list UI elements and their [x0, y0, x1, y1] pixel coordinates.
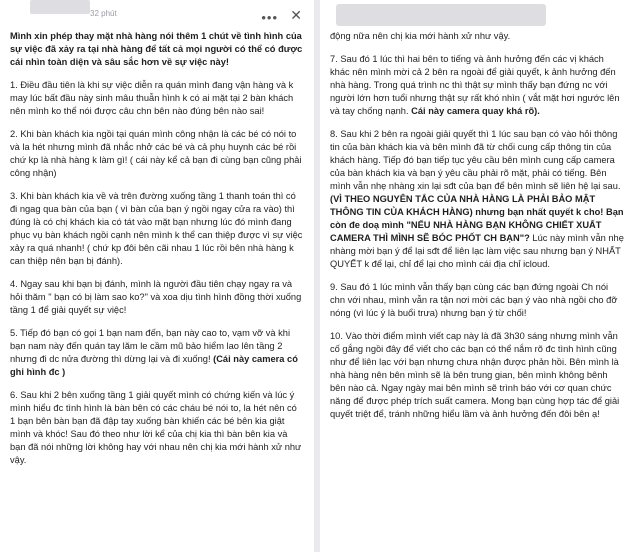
paragraph-continued: động nữa nên chị kia mới hành xử như vậy.: [330, 31, 511, 41]
paragraph-8-tail: Lúc này mình vẫn nhẹ nhàng mời bạn ý để lại sđt để liên lạc làm việc sau nhưng bạn ý NHẤT QUYẾT k để lại, chỉ để lại cho mình cái địa chỉ icloud.: [330, 233, 624, 269]
right-post-panel: [320, 0, 634, 552]
post-body-right: [320, 30, 634, 421]
paragraph-9: 9. Sau đó 1 lúc mình vẫn thấy bạn cùng các bạn đứng ngoài Ch nói chn với nhau, mình vẫn ra tận nơi mời các bạn ý vào nhà ngồi cho đỡ nóng (vì lúc ý là buổi trưa) nhưng bạn ý từ chối!: [330, 282, 618, 318]
paragraph-10: 10. Vào thời điểm mình viết cap này là đã 3h30 sáng nhưng mình vẫn cố gắng ngồi đây để viết cho các bạn có thể nắm rõ đc tình hình cũng như để liên lạc với bạn nhưng chưa nhận được phản hồi. Bên mình là nhà hàng nên bên mình sẽ là bên trung gian, bên mình không bênh bên nào cả. Ngay ngày mai bên mình sẽ trình báo với cơ quan chức năng để được phép trích suất camera. Mong bạn cùng hợp tác để giải quyết triệt để, tránh những hiểu lầm và ảnh hưởng đến đôi bên ạ!: [330, 331, 620, 419]
redacted-author: [30, 0, 90, 14]
paragraph-7-text: 7. Sau đó 1 lúc thì hai bên to tiếng và ảnh hưởng đến các vị khách khác nên mình mời cả 2 bên ra ngoài để giải quyết, k ảnh hưởng đến nhà hàng. Trong quá trình nc thì thật sự mình thấy bạn đứng nc với người lớn hơn tuổi nhưng thật sự rất khó nhìn ( vắt mặt hơi ngước lên và tay chống nạnh.: [330, 54, 620, 116]
post-header-right: [320, 0, 634, 30]
close-icon[interactable]: ✕: [290, 7, 302, 23]
paragraph-8: [330, 128, 624, 271]
paragraph-7-bold: Cái này camera quay khá rõ).: [411, 106, 540, 116]
post-timestamp: 32 phút: [90, 9, 117, 18]
paragraph-7: [330, 53, 624, 118]
post-body: [0, 26, 314, 467]
post-header: [0, 0, 314, 26]
left-post-panel: [0, 0, 314, 552]
post-intro: Mình xin phép thay mặt nhà hàng nói thêm 1 chút về tình hình của sự việc đã xảy ra tại nhà hàng để tất cả mọi người có thể có được cái nhìn toàn diện và sâu sắc hơn về sự việc này!: [10, 31, 303, 67]
more-options-icon[interactable]: •••: [261, 10, 278, 25]
paragraph-3: 3. Khi bàn khách kia về và trên đường xuống tầng 1 thanh toán thì có đi ngag qua bàn của bạn ( vì bàn của bạn ý ngồi ngay cửa ra vào) thì đúng là có chị khách kia có tát vào mặt bạn nhưng lúc đó mình đang phục vụ bàn khách ngồi cạnh nên mình k thể can thiệp được vì sự việc xảy ra quá nhanh! ( chứ kp đôi bên cãi nhau 1 lúc rồi bên nhà hàng k can thiệp nên bạn bị đánh).: [10, 191, 303, 266]
paragraph-5: [10, 327, 304, 379]
paragraph-6: 6. Sau khi 2 bên xuống tầng 1 giải quyết mình có chứng kiến và lúc ý mình hiểu đc tình hình là bàn bên có các cháu bé nói to, la hét nên có 1 bạn bên bàn bạn đã đập tay xuống bàn khiến các bé bên kia giật mình và khóc! Sau đó theo như lời kể của chị kia thì bàn bên kia và bạn đã nói những lời không hay với nhau nên chị kia mới hành xử như vậy.: [10, 390, 302, 465]
paragraph-1: 1. Điều đầu tiên là khi sự việc diễn ra quán mình đang vận hàng và k may lúc bất đầu này sinh mâu thuẫn hình k có ai mặt tại 2 bàn khách nên mình ko thể nói được câu chn bên nào đúng bên nào sai!: [10, 80, 294, 116]
paragraph-8-text: 8. Sau khi 2 bên ra ngoài giải quyết thì 1 lúc sau bạn có vào hỏi thông tin của bàn khách kia và bên mình đã từ chối cung cấp thông tin của khách hàng. Tiếp đó bạn tiếp tục yêu cầu bên mình cung cấp camera của bàn khách kia và bạn ý yêu cầu phải rõ mặt, phải có tiếng. Bên mình vẫn nhẹ nhàng xin lại sđt của bạn để bên mình sẽ liên hệ lại sau.: [330, 129, 621, 191]
paragraph-2: 2. Khi bàn khách kia ngồi tại quán mình công nhận là các bé có nói to và la hét nhưng mình đã nhắc nhở các bé và cả phụ huynh các bé rồi chứ kp là nhà hàng k làm gì! ( cái này kể cả bạn đi cùng bạn cũng phải công nhận): [10, 129, 302, 178]
paragraph-5-text: 5. Tiếp đó bạn có gọi 1 bạn nam đến, bạn này cao to, vạm vỡ và khi bạn nam này đến quán tay lăm le cầm mũ bảo hiểm lao lên tầng 2 nhưng đi dc nửa đường thì dừng lại và đi xuống!: [10, 328, 291, 364]
paragraph-5-bold: (Cái này camera có ghi hình đc ): [10, 354, 298, 377]
redacted-header: [336, 4, 546, 26]
paragraph-8-bold: (VÌ THEO NGUYÊN TẮC CỦA NHÀ HÀNG LÀ PHẢI BẢO MẬT THÔNG TIN CỦA KHÁCH HÀNG) nhưng bạn nhất quyết k cho! Bạn còn đe doạ mình "NẾU NHÀ HÀNG BẠN KHÔNG CHIẾT XUẤT CAMERA THÌ MÌNH SẼ BÓC PHỐT CH BẠN"?: [330, 194, 624, 243]
paragraph-4: 4. Ngay sau khi bạn bị đánh, mình là người đầu tiên chạy ngay ra và hỏi thăm " bạn có bị làm sao ko?" và xoa dịu tình hình đồng thời xuống tầng 1 để giải quyết sự việc!: [10, 279, 302, 315]
